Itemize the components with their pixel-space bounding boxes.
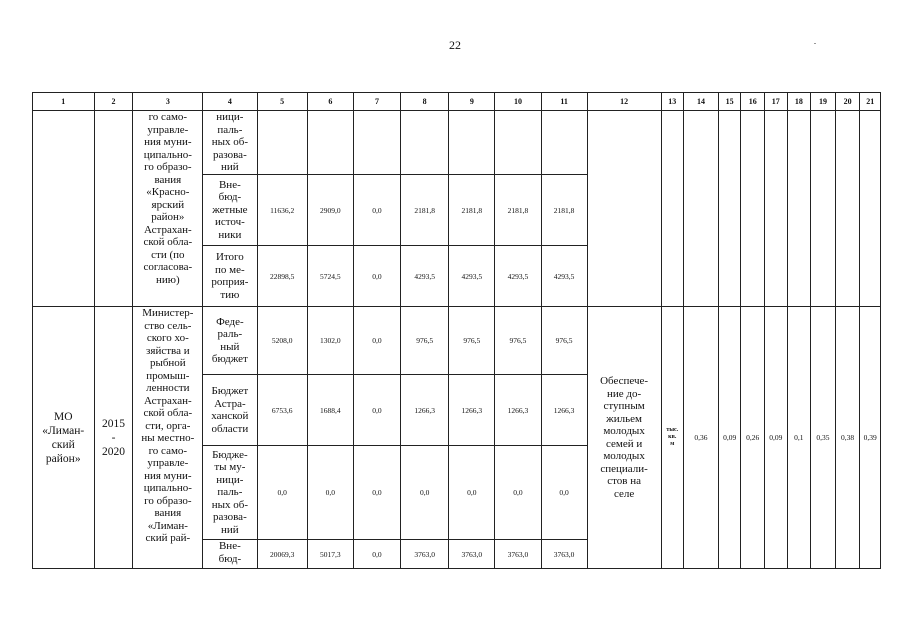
text-line: ны местно- — [141, 432, 195, 444]
text-line: район» — [45, 452, 81, 465]
municipality-cell — [33, 307, 95, 569]
text-line: кв. — [668, 434, 677, 440]
funding-source-cell — [203, 540, 257, 569]
text-line: ленности — [146, 382, 190, 394]
value-cell: 3763,0 — [495, 540, 541, 569]
text-line: ской обла- — [143, 236, 193, 248]
text-line: ния муни- — [144, 136, 192, 148]
text-line: согласова- — [143, 261, 193, 273]
text-line: м — [670, 441, 675, 447]
text-line: Бюджет — [211, 385, 249, 397]
text-line: Министер- — [142, 307, 194, 319]
text-line: Итого — [215, 251, 244, 263]
value-cell: 3763,0 — [449, 540, 495, 569]
indicator-cell — [718, 111, 741, 307]
value-cell: 0,0 — [541, 446, 587, 540]
text-line: го образо- — [144, 161, 192, 173]
text-line: бюд- — [218, 552, 242, 565]
text-line: го само- — [148, 444, 188, 457]
scan-speck — [814, 43, 816, 44]
value-cell: 0,0 — [353, 540, 400, 569]
value-cell: 2181,8 — [401, 175, 449, 246]
unit-cell — [661, 307, 684, 569]
value-cell — [257, 111, 307, 175]
funding-source-cell — [203, 175, 257, 246]
text-line: - — [111, 431, 116, 444]
text-line: семей и — [605, 437, 643, 450]
value-cell: 0,0 — [401, 446, 449, 540]
text-line: ский рай- — [145, 532, 191, 544]
text-line: вания — [154, 507, 182, 519]
header-cell: 4 — [203, 93, 257, 111]
header-cell: 11 — [541, 93, 587, 111]
header-cell: 16 — [741, 93, 765, 111]
value-cell: 2181,8 — [495, 175, 541, 246]
indicator-cell: 0,09 — [765, 307, 788, 569]
text-line: ници- — [216, 111, 244, 123]
header-row — [33, 93, 881, 111]
indicator-cell: 0,36 — [684, 307, 719, 569]
text-line: источ- — [214, 216, 245, 229]
text-line: ты му- — [214, 461, 246, 474]
text-line: Астрахан- — [143, 223, 192, 236]
value-cell: 1266,3 — [401, 375, 449, 446]
text-line: бюд- — [218, 191, 242, 204]
text-line: жетные — [212, 203, 248, 216]
value-cell: 1302,0 — [307, 307, 353, 375]
value-cell: 22898,5 — [257, 246, 307, 307]
text-line: ской обла- — [143, 407, 193, 419]
text-line: тию — [220, 288, 240, 301]
value-cell: 11636,2 — [257, 175, 307, 246]
program-table — [32, 92, 881, 569]
text-line: зяйства и — [146, 344, 190, 357]
funding-source-cell — [203, 375, 257, 446]
text-line: МО — [53, 410, 73, 423]
header-cell: 20 — [835, 93, 860, 111]
header-cell: 19 — [811, 93, 836, 111]
purpose-cell — [587, 111, 661, 307]
value-cell — [541, 111, 587, 175]
unit-cell — [661, 111, 684, 307]
table-row — [33, 111, 881, 175]
value-cell: 5017,3 — [307, 540, 353, 569]
text-line: го само- — [148, 111, 188, 123]
text-line: бюджет — [211, 353, 248, 365]
text-line: ярский — [151, 198, 185, 211]
text-line: сти (по — [151, 248, 185, 261]
value-cell: 4293,5 — [495, 246, 541, 307]
indicator-cell: 0,39 — [860, 307, 881, 569]
page-number: 22 — [449, 38, 461, 52]
value-cell — [449, 111, 495, 175]
text-line: ний — [221, 161, 239, 173]
indicator-cell — [835, 111, 860, 307]
executor-cell — [133, 111, 203, 307]
value-cell: 3763,0 — [401, 540, 449, 569]
indicator-cell: 0,38 — [835, 307, 860, 569]
header-cell: 6 — [307, 93, 353, 111]
value-cell: 1266,3 — [541, 375, 587, 446]
header-cell: 7 — [353, 93, 400, 111]
header-cell: 5 — [257, 93, 307, 111]
text-line: 2020 — [101, 445, 125, 458]
purpose-cell — [587, 307, 661, 569]
value-cell — [307, 111, 353, 175]
indicator-cell — [684, 111, 719, 307]
text-line: Астра- — [214, 397, 246, 410]
text-line: го образо- — [144, 494, 192, 507]
text-line: ципально- — [143, 482, 192, 494]
text-line: Вне- — [218, 540, 241, 552]
value-cell: 4293,5 — [449, 246, 495, 307]
header-cell: 10 — [495, 93, 541, 111]
header-cell: 21 — [860, 93, 881, 111]
header-cell: 18 — [787, 93, 811, 111]
value-cell — [353, 111, 400, 175]
value-cell: 3763,0 — [541, 540, 587, 569]
text-line: области — [211, 422, 249, 435]
funding-source-cell — [203, 446, 257, 540]
text-line: специали- — [600, 462, 648, 475]
text-line: молодых — [603, 450, 645, 462]
table-row — [33, 307, 881, 375]
value-cell: 2909,0 — [307, 175, 353, 246]
value-cell: 0,0 — [307, 446, 353, 540]
indicator-cell — [811, 111, 836, 307]
value-cell: 6753,6 — [257, 375, 307, 446]
text-line: ных об- — [211, 136, 248, 148]
header-cell: 17 — [765, 93, 788, 111]
text-line: ници- — [216, 473, 244, 486]
indicator-cell: 0,09 — [718, 307, 741, 569]
text-line: Обеспече- — [600, 375, 649, 387]
text-line: район» — [151, 211, 185, 223]
header-cell: 9 — [449, 93, 495, 111]
value-cell: 0,0 — [353, 375, 400, 446]
value-cell: 5208,0 — [257, 307, 307, 375]
header-cell: 1 — [33, 93, 95, 111]
text-line: ния муни- — [144, 469, 192, 482]
years-cell — [94, 111, 133, 307]
text-line: ных об- — [211, 498, 248, 511]
text-line: разова- — [212, 511, 247, 524]
text-line: 2015 — [101, 417, 125, 430]
indicator-cell — [860, 111, 881, 307]
value-cell: 0,0 — [353, 246, 400, 307]
text-line: «Лиман- — [42, 424, 85, 437]
indicator-cell — [765, 111, 788, 307]
header-cell: 3 — [133, 93, 203, 111]
header-cell: 15 — [718, 93, 741, 111]
value-cell: 0,0 — [257, 446, 307, 540]
text-line: «Лиман- — [147, 519, 188, 532]
text-line: управле- — [147, 123, 189, 136]
indicator-cell: 0,26 — [741, 307, 765, 569]
header-cell: 14 — [684, 93, 719, 111]
header-cell: 13 — [661, 93, 684, 111]
text-line: по ме- — [215, 263, 245, 276]
value-cell: 1688,4 — [307, 375, 353, 446]
value-cell — [495, 111, 541, 175]
text-line: роприя- — [211, 276, 249, 288]
indicator-cell — [741, 111, 765, 307]
text-line: управле- — [147, 457, 189, 469]
years-cell — [94, 307, 133, 569]
indicator-cell: 0,1 — [787, 307, 811, 569]
value-cell: 976,5 — [449, 307, 495, 375]
text-line: рыбной — [149, 357, 186, 369]
value-cell: 976,5 — [541, 307, 587, 375]
funding-source-cell — [203, 246, 257, 307]
value-cell: 4293,5 — [401, 246, 449, 307]
text-line: «Красно- — [146, 186, 190, 198]
text-line: разова- — [212, 148, 247, 161]
text-line: ханской — [211, 410, 249, 422]
value-cell: 0,0 — [353, 446, 400, 540]
text-line: молодых — [603, 425, 645, 437]
text-line: Астрахан- — [143, 394, 192, 407]
text-line: Вне- — [218, 178, 241, 191]
text-line: ципально- — [143, 148, 192, 161]
indicator-cell — [787, 111, 811, 307]
text-line: тыс. — [666, 427, 679, 433]
text-line: стов на — [607, 475, 641, 487]
header-cell: 2 — [94, 93, 133, 111]
value-cell: 976,5 — [495, 307, 541, 375]
indicator-cell: 0,35 — [811, 307, 836, 569]
text-line: ники — [218, 228, 242, 241]
text-line: раль- — [217, 328, 243, 340]
value-cell: 0,0 — [353, 307, 400, 375]
text-line: ский — [51, 438, 75, 451]
value-cell: 20069,3 — [257, 540, 307, 569]
header-cell: 8 — [401, 93, 449, 111]
value-cell: 2181,8 — [449, 175, 495, 246]
value-cell: 2181,8 — [541, 175, 587, 246]
text-line: ный — [220, 340, 240, 353]
text-line: ского хо- — [146, 332, 189, 344]
executor-cell — [133, 307, 203, 569]
value-cell: 5724,5 — [307, 246, 353, 307]
value-cell: 4293,5 — [541, 246, 587, 307]
value-cell — [401, 111, 449, 175]
text-line: паль- — [217, 123, 243, 136]
value-cell: 0,0 — [353, 175, 400, 246]
value-cell: 1266,3 — [495, 375, 541, 446]
text-line: нию) — [156, 273, 180, 286]
text-line: жильем — [606, 412, 642, 425]
text-line: ступным — [603, 400, 645, 412]
header-cell: 12 — [587, 93, 661, 111]
municipality-cell — [33, 111, 95, 307]
text-line: ство сель- — [144, 319, 192, 332]
text-line: ние до- — [607, 387, 642, 400]
value-cell: 1266,3 — [449, 375, 495, 446]
text-line: Феде- — [216, 315, 244, 328]
funding-source-cell — [203, 307, 257, 375]
value-cell: 976,5 — [401, 307, 449, 375]
text-line: селе — [613, 487, 635, 500]
text-line: ний — [221, 523, 239, 536]
funding-source-cell — [203, 111, 257, 175]
text-line: сти, орга- — [145, 419, 191, 432]
text-line: паль- — [217, 486, 243, 499]
text-line: вания — [154, 173, 182, 186]
text-line: промыш- — [146, 369, 190, 382]
value-cell: 0,0 — [495, 446, 541, 540]
text-line: Бюдже- — [212, 448, 248, 461]
value-cell: 0,0 — [449, 446, 495, 540]
